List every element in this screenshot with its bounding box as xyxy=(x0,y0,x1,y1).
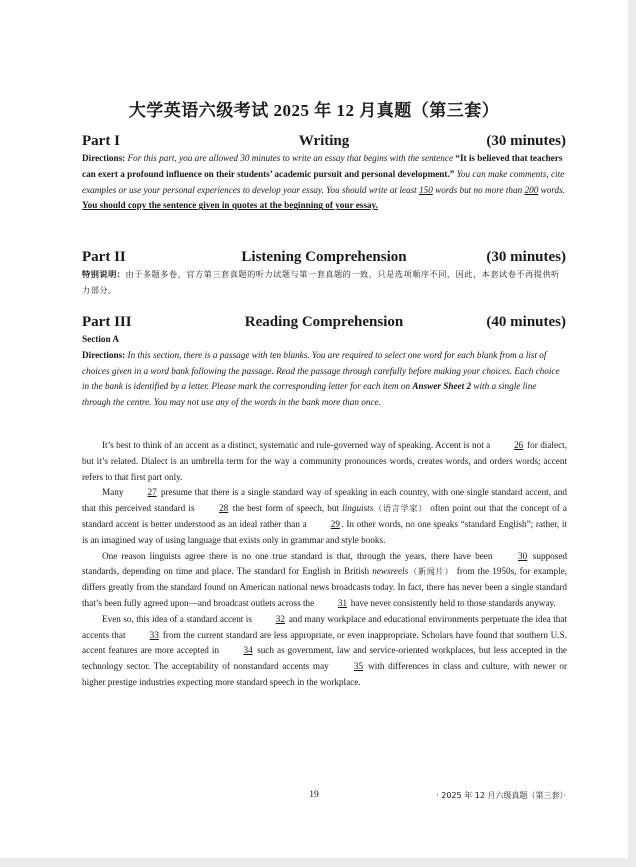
part1-time: (30 minutes) xyxy=(486,133,566,149)
part1-header xyxy=(82,133,566,151)
blank-30[interactable]: 30 xyxy=(518,550,528,561)
note-label: 特别说明： xyxy=(82,269,126,279)
part2-time: (30 minutes) xyxy=(486,249,566,265)
blank-27[interactable]: 27 xyxy=(147,487,157,498)
part1-label: Part I xyxy=(82,133,120,149)
part3-label: Part III xyxy=(82,314,132,330)
min-words: 150 xyxy=(419,184,433,195)
running-title: · 2025 年 12 月六级真题（第三套）· xyxy=(436,791,566,800)
blank-31[interactable]: 31 xyxy=(337,597,348,608)
part3-directions: Section A Directions: In this section, there is a passage with ten blanks. You are required to select one word for each blank from a list of choices given in a word bank following the passage. Read the passage through carefully before making your choices. Each choice in the bank is identified by a letter. Please mark the corresponding letter for each item on Answer Sheet 2 with a single line through the centre. You may not use any of the words in the bank more than once. xyxy=(82,334,560,408)
essay-prompt: “It is believed that teachers can exert a profound influence on their students’ academic pursuit and personal development.” xyxy=(82,153,563,179)
directions-label: Directions: xyxy=(82,349,126,360)
part2-label: Part II xyxy=(82,249,126,265)
section-label: Section A xyxy=(82,334,120,344)
blank-32[interactable]: 32 xyxy=(275,613,285,624)
part2-note xyxy=(82,267,567,299)
note-text: 由于多题多卷，官方第三套真题的听力试题与第一套真题的一致，只是选项顺序不同，因此，本套试卷不再提供听力部分。 xyxy=(82,269,560,295)
blank-26[interactable]: 26 xyxy=(514,440,524,450)
reading-passage xyxy=(82,438,567,691)
blank-28[interactable]: 28 xyxy=(219,503,229,514)
max-words: 200 xyxy=(524,184,539,195)
directions-label: Directions: xyxy=(82,153,126,163)
paragraph-1: It’s best to think of an accent as a distinct, systematic and rule-governed way of speaking. Accent is not a 26 for dialect, but it’s related. Dialect is an umbrella term for the way a community pronounces words, creates words, and orders words; accent refers to that first part only. xyxy=(82,440,567,482)
copy-note: You should copy the sentence given in quotes at the beginning of your essay. xyxy=(82,200,378,211)
paragraph-4: Even so, this idea of a standard accent is 32 and many workplace and educational environments perpetuate the idea that accents that 33 from the current standard are less appropriate, or even inappropriate. Scholars have found that southern U.S. accent features are more accepted in 34 such as government, law and service-oriented workplaces, but less accepted in the technology sector. The acceptability of nonstandard accents may 35 with differences in class and culture, with newer or higher prestige industries expecting more standard speech in the workplace. xyxy=(82,613,568,687)
part3-name: Reading Comprehension xyxy=(244,314,404,330)
part1-name: Writing xyxy=(298,133,350,149)
part3-time: (40 minutes) xyxy=(486,314,566,330)
blank-33[interactable]: 33 xyxy=(149,629,159,640)
part2-header xyxy=(82,249,566,267)
blank-29[interactable]: 29 xyxy=(330,518,340,529)
paragraph-3: One reason linguists agree there is no one true standard is that, through the years, there have been 30 supposed standards, depending on time and place. The standard for English in British newsreels（新闻片） from the 1950s, for example, differs greatly from the standard found on American national news broadcasts today. In fact, there has never been a single standard that’s been fully agreed upon—and broadcast outlets across the 31 have never consistently held to those standards anyway. xyxy=(82,549,567,612)
answer-sheet-ref: Answer Sheet 2 xyxy=(412,381,472,392)
page-number: 19 xyxy=(309,790,319,800)
part2-name: Listening Comprehension xyxy=(241,249,407,265)
blank-35[interactable]: 35 xyxy=(353,661,364,672)
paragraph-2: Many 27 presume that there is a single standard way of speaking in each country, with one single standard accent, and that this perceived standard is 28 the best form of speech, but linguists（语言学家） often point out that the concept of a standard accent is better understood as an ideal rather than a 29. In other words, no one speaks “standard English”; rather, it is an imagined way of using language that exists only in grammar and style books. xyxy=(82,487,568,545)
part1-directions: Directions: For this part, you are allowed 30 minutes to write an essay that begins with the sentence “It is believed that teachers can exert a profound influence on their students’ academic pursuit and personal development.” You can make comments, cite examples or use your personal experiences to develop your essay. You should write at least 150 words but no more than 200 words. You should copy the sentence given in quotes at the beginning of your essay. xyxy=(82,153,565,211)
part3-header xyxy=(82,314,566,332)
page-title: 大学英语六级考试 2025 年 12 月真题（第三套） xyxy=(128,101,500,120)
blank-34[interactable]: 34 xyxy=(243,645,253,656)
